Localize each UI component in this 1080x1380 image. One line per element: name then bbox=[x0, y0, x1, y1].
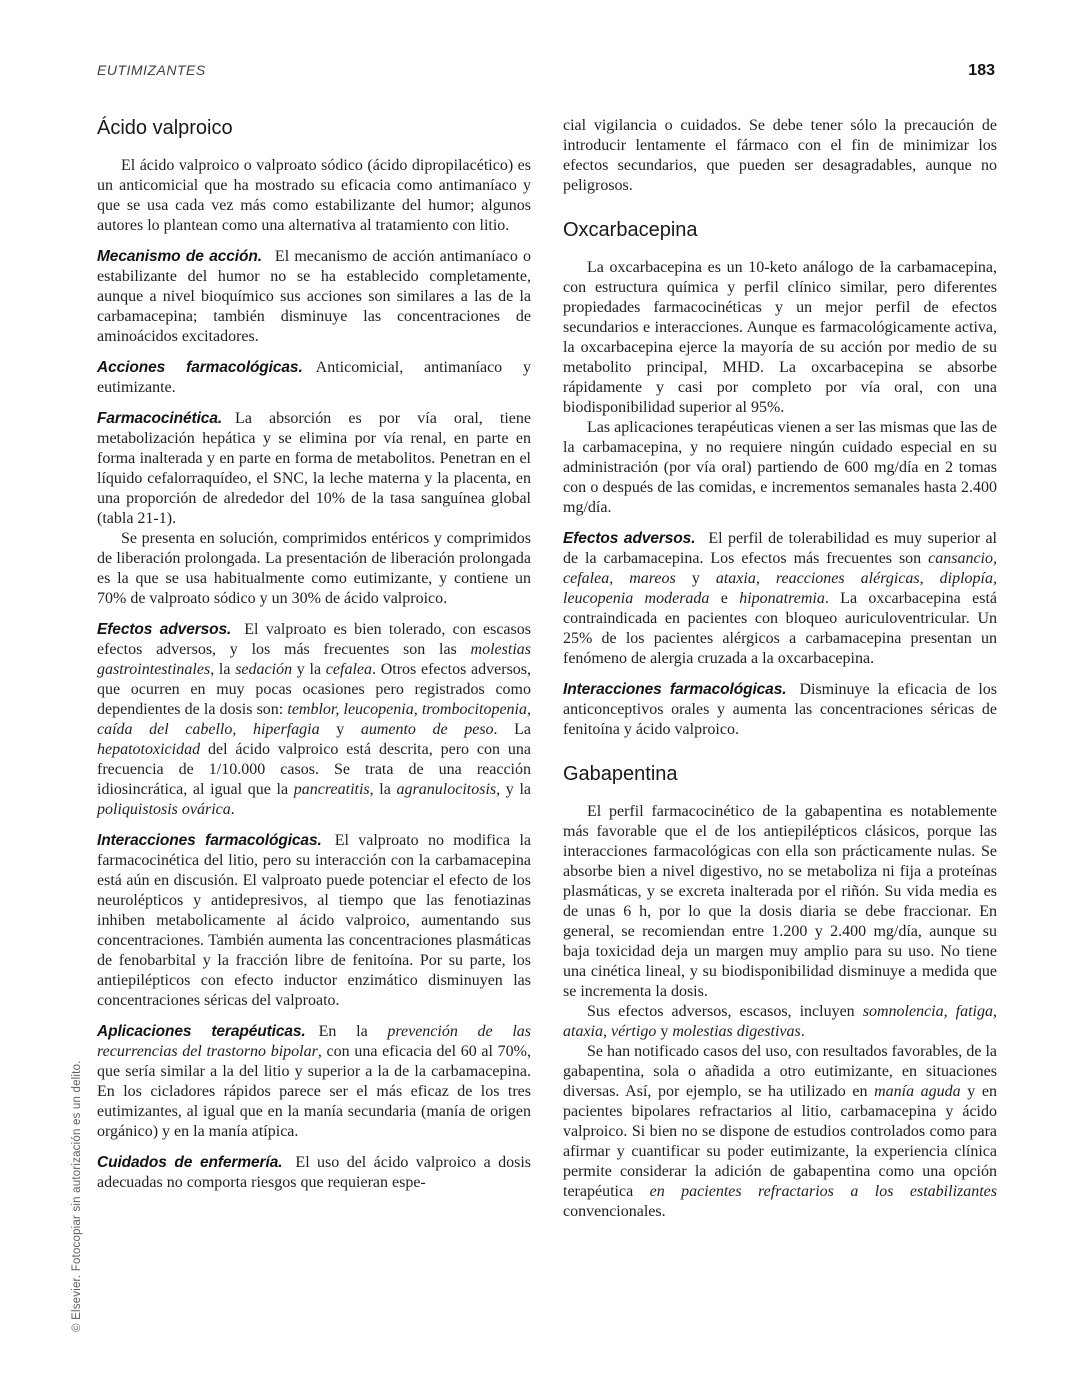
labeled-paragraph bbox=[563, 680, 997, 740]
body-text: El ácido valproico o valproato sódico (ácido dipropilacético) es un anticomicial que ha mostrado su eficacia como antimaníaco y que se usa cada vez más como estabilizante del humor; algunos autores lo plantean como una alternativa al tratamiento con litio. bbox=[97, 157, 531, 234]
emphasized-text: molestias gastrointestinales bbox=[97, 641, 531, 678]
labeled-paragraph bbox=[97, 1153, 531, 1193]
running-title: EUTIMIZANTES bbox=[97, 62, 206, 78]
two-column-text bbox=[97, 116, 997, 1222]
emphasized-text: cefalea bbox=[325, 661, 372, 678]
body-text: La absorción es por vía oral, tiene metabolización hepática y se elimina por vía renal, en parte en forma inalterada y en parte en forma de metabolitos. Penetran en el líquido cefalorraquídeo, el SNC, la leche materna y la placenta, en una proporción de alrededor del 10% de la tasa sanguínea global (tabla 21-1). bbox=[97, 410, 531, 527]
body-text: . bbox=[230, 801, 235, 818]
labeled-paragraph bbox=[563, 529, 997, 669]
body-text: Se han notificado casos del uso, con resultados favorables, de la gabapentina, sola o añadida a otro eutimizante, en situaciones diversas. Así, por ejemplo, se ha utilizado en bbox=[563, 1043, 997, 1100]
left-column bbox=[97, 116, 531, 1222]
emphasized-text: ataxia, reacciones alérgicas, diplopía, leucopenia moderada bbox=[563, 570, 997, 607]
labeled-paragraph bbox=[97, 1022, 531, 1142]
body-text: , con una eficacia del 60 al 70%, que sería similar a la del litio y superior a la de la carbamacepina. En los cicladores rápidos parece ser el más eficaz de los tres eutimizantes, al igual que en la manía secundaria (manía de origen orgánico) y en la manía atípica. bbox=[97, 1043, 531, 1140]
body-text: La oxcarbacepina es un 10-keto análogo de la carbamacepina, con estructura química y perfil clínico similar, pero diferentes propiedades farmacocinéticas y un mejor perfil de efectos secundarios e interacciones. Aunque es farmacológicamente activa, la oxcarbacepina ejerce la mayoría de su acción por medio de su metabolito principal, MHD. La oxcarbacepina se absorbe rápidamente y casi por completo por vía oral, con una biodisponibilidad superior al 95%. bbox=[563, 259, 997, 416]
body-text: , la bbox=[369, 781, 397, 798]
emphasized-text: somnolencia, fatiga, ataxia, vértigo bbox=[563, 1003, 997, 1040]
section-heading: Ácido valproico bbox=[97, 117, 233, 139]
body-text: Anticomicial, antimaníaco y eutimizante. bbox=[97, 359, 531, 396]
body-text: El perfil de tolerabilidad es muy superior al de la carbamacepina. Los efectos más frecuentes son bbox=[563, 530, 997, 567]
emphasized-text: aumento de peso bbox=[360, 721, 494, 738]
runin-heading: Mecanismo de acción. bbox=[97, 248, 262, 265]
body-text: El uso del ácido valproico a dosis adecuadas no comporta riesgos que requieran espe- bbox=[97, 1154, 531, 1191]
body-text: y bbox=[319, 721, 361, 738]
body-text: , la bbox=[210, 661, 236, 678]
copyright-notice: © Elsevier. Fotocopiar sin autorización es un delito. bbox=[71, 1060, 83, 1332]
runin-heading: Efectos adversos. bbox=[97, 621, 232, 638]
labeled-paragraph bbox=[97, 247, 531, 347]
paragraph bbox=[563, 258, 997, 418]
paragraph bbox=[563, 802, 997, 1002]
body-text: y en pacientes bipolares refractarios al litio, carbamacepina y ácido valproico. Si bien no se dispone de estudios controlados como para afirmar y cuantificar su poder eutimizante, la experiencia clínica permite considerar la adición de gabapentina como una opción terapéutica bbox=[563, 1083, 998, 1200]
body-text: cial vigilancia o cuidados. Se debe tener sólo la precaución de introducir lentamente el fármaco con el fin de minimizar los efectos secundarios, que pueden ser desagradables, aunque no peligrosos. bbox=[563, 117, 997, 194]
runin-heading: Aplicaciones terapéuticas. bbox=[97, 1023, 306, 1040]
runin-heading: Farmacocinética. bbox=[97, 410, 223, 427]
emphasized-text: sedación bbox=[235, 661, 293, 678]
runin-heading: Cuidados de enfermería. bbox=[97, 1154, 283, 1171]
emphasized-text: cansancio, cefalea, mareos bbox=[563, 550, 997, 587]
runin-heading: Interacciones farmacológicas. bbox=[563, 681, 787, 698]
paragraph bbox=[563, 116, 997, 196]
body-text: Se presenta en solución, comprimidos entéricos y comprimidos de liberación prolongada. La presentación de liberación prolongada es la que se usa habitualmente como eutimizante, y contiene un 70% de valproato sódico y un 30% de ácido valproico. bbox=[97, 530, 531, 607]
body-text: , y la bbox=[496, 781, 532, 798]
runin-heading: Interacciones farmacológicas. bbox=[97, 832, 322, 849]
emphasized-text: manía aguda bbox=[874, 1083, 961, 1100]
body-text: y bbox=[675, 570, 716, 587]
paragraph bbox=[563, 1042, 997, 1222]
emphasized-text: molestias digestivas bbox=[672, 1023, 801, 1040]
paragraph bbox=[563, 1002, 997, 1042]
body-text: En la bbox=[318, 1023, 388, 1040]
emphasized-text: prevención de las recurrencias del trastorno bipolar bbox=[97, 1023, 531, 1060]
body-text: y bbox=[656, 1023, 673, 1040]
emphasized-text: hiponatremia bbox=[739, 590, 825, 607]
labeled-paragraph bbox=[97, 358, 531, 398]
body-text: Las aplicaciones terapéuticas vienen a ser las mismas que las de la carbamacepina, y no requiere ningún cuidado especial en su administración (por vía oral) partiendo de 600 mg/día en 2 tomas con o después de las comidas, e incrementos semanales hasta 2.400 mg/día. bbox=[563, 419, 997, 516]
section-heading: Gabapentina bbox=[563, 763, 678, 785]
labeled-paragraph bbox=[97, 409, 531, 529]
emphasized-text: poliquistosis ovárica bbox=[97, 801, 231, 818]
body-text: . La oxcarbacepina está contraindicada en pacientes con bloqueo auriculoventricular. Un 25% de los pacientes alérgicos a carbamacepina presentan un fenómeno de alergia cruzada a la oxcarbacepina. bbox=[563, 590, 998, 667]
body-text: El perfil farmacocinético de la gabapentina es notablemente más favorable que el de los antiepilépticos clásicos, porque las interacciones farmacológicas con ella son prácticamente nulas. Se absorbe bien a nivel digestivo, no se metaboliza ni fija a proteínas plasmáticas, y se excreta inalterada por el riñón. Su vida media es de unas 6 h, por lo que la dosis diaria se debe fraccionar. En general, se recomiendan entre 1.200 y 2.400 mg/día, aunque su baja toxicidad deja un margen muy amplio para su uso. No tiene una cinética lineal, y su biodisponibilidad disminuye a medida que se incrementa la dosis. bbox=[563, 803, 997, 1000]
body-text: Disminuye la eficacia de los anticonceptivos orales y aumenta las concentraciones séricas de fenitoína y ácido valproico. bbox=[563, 681, 997, 738]
body-text: Sus efectos adversos, escasos, incluyen bbox=[587, 1003, 863, 1020]
paragraph bbox=[97, 156, 531, 236]
runin-heading: Acciones farmacológicas. bbox=[97, 359, 303, 376]
runin-heading: Efectos adversos. bbox=[563, 530, 696, 547]
emphasized-text: agranulocitosis bbox=[396, 781, 497, 798]
emphasized-text: temblor, leucopenia, trombocitopenia, caída del cabello, hiperfagia bbox=[97, 701, 531, 738]
emphasized-text: hepatotoxicidad bbox=[97, 741, 201, 758]
body-text: El mecanismo de acción antimaníaco o estabilizante del humor no se ha establecido completamente, aunque a nivel bioquímico sus acciones son similares a las de la carbamacepina; también disminuye las concentraciones de aminoácidos excitadores. bbox=[97, 248, 532, 345]
body-text: El valproato no modifica la farmacocinética del litio, pero su interacción con la carbamacepina está aún en discusión. El valproato puede potenciar el efecto de los neurolépticos y antidepresivos, al tiempo que las fenotiazinas inhiben metabolicamente al ácido valproico, aumentando sus concentraciones. También aumenta las concentraciones plasmáticas de fenobarbital y la fracción libre de fenitoína. Por su parte, los antiepilépticos con efecto inductor enzimático disminuyen las concentraciones séricas del valproato. bbox=[97, 832, 531, 1009]
page-number: 183 bbox=[968, 62, 995, 79]
body-text: e bbox=[709, 590, 740, 607]
right-column bbox=[563, 116, 997, 1222]
section-heading: Oxcarbacepina bbox=[563, 219, 698, 241]
paragraph bbox=[563, 418, 997, 518]
emphasized-text: pancreatitis bbox=[293, 781, 370, 798]
body-text: . La bbox=[493, 721, 532, 738]
body-text: . bbox=[800, 1023, 805, 1040]
emphasized-text: en pacientes refractarios a los estabilizantes bbox=[649, 1183, 998, 1200]
body-text: y la bbox=[292, 661, 326, 678]
body-text: del ácido valproico está descrita, pero con una frecuencia de 1/10.000 casos. Se trata de una reacción idiosincrática, al igual que la bbox=[97, 741, 531, 798]
body-text: convencionales. bbox=[563, 1203, 666, 1220]
body-text: . Otros efectos adversos, que ocurren en muy pocas ocasiones pero registrados como dependientes de la dosis son: bbox=[97, 661, 532, 718]
paragraph bbox=[97, 529, 531, 609]
body-text: El valproato es bien tolerado, con escasos efectos adversos, y los más frecuentes son las bbox=[97, 621, 531, 658]
page-header bbox=[97, 62, 995, 80]
labeled-paragraph bbox=[97, 831, 531, 1011]
labeled-paragraph bbox=[97, 620, 531, 820]
